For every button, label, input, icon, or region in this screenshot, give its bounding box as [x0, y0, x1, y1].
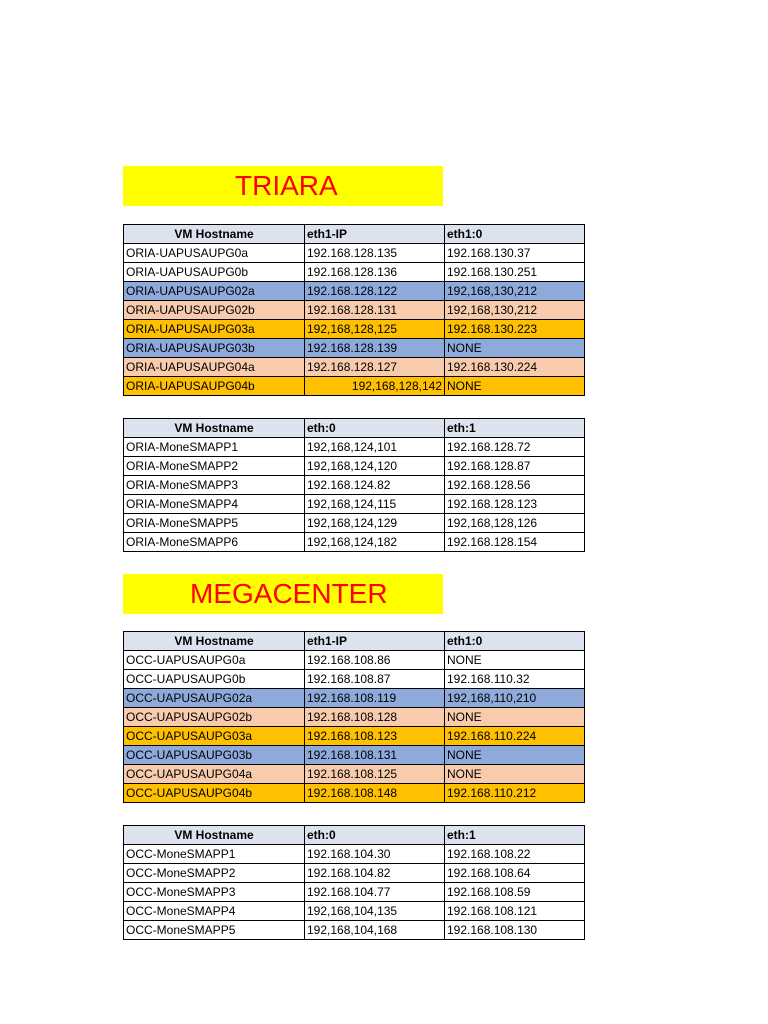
triara-title: TRIARA: [235, 170, 338, 201]
ip-cell: 192,168,130,212: [445, 301, 585, 320]
hostname-cell: OCC-MoneSMAPP2: [124, 864, 305, 883]
table-row: [124, 765, 585, 784]
ip-cell: 192.168.108.22: [445, 845, 585, 864]
triara-mone-table: [123, 418, 585, 552]
ip-cell: 192.168.108.123: [305, 727, 445, 746]
megacenter-banner: [123, 574, 443, 614]
ip-cell: 192.168.128.139: [305, 339, 445, 358]
ip-cell: 192,168,124,101: [305, 438, 445, 457]
ip-cell: NONE: [445, 377, 585, 396]
ip-cell: 192.168.128.136: [305, 263, 445, 282]
hostname-cell: OCC-UAPUSAUPG03b: [124, 746, 305, 765]
hostname-cell: ORIA-MoneSMAPP1: [124, 438, 305, 457]
table-row: [124, 495, 585, 514]
ip-cell: 192.168.110.32: [445, 670, 585, 689]
ip-cell: 192.168.104.77: [305, 883, 445, 902]
column-header: VM Hostname: [124, 419, 305, 438]
hostname-cell: ORIA-UAPUSAUPG0b: [124, 263, 305, 282]
column-header: eth:1: [445, 826, 585, 845]
table-row: [124, 320, 585, 339]
ip-cell: 192.168.108.87: [305, 670, 445, 689]
ip-cell: 192.168.130.251: [445, 263, 585, 282]
hostname-cell: OCC-MoneSMAPP4: [124, 902, 305, 921]
hostname-cell: ORIA-UAPUSAUPG0a: [124, 244, 305, 263]
ip-cell: 192.168.108.148: [305, 784, 445, 803]
ip-cell: 192.168.108.119: [305, 689, 445, 708]
hostname-cell: OCC-UAPUSAUPG04a: [124, 765, 305, 784]
table-row: [124, 708, 585, 727]
ip-cell: 192.168.130.223: [445, 320, 585, 339]
hostname-cell: ORIA-UAPUSAUPG02b: [124, 301, 305, 320]
table-row: [124, 358, 585, 377]
table-row: [124, 845, 585, 864]
table-row: [124, 282, 585, 301]
table-row: [124, 651, 585, 670]
hostname-cell: OCC-UAPUSAUPG03a: [124, 727, 305, 746]
ip-cell: 192,168,104,135: [305, 902, 445, 921]
triara-vm-table: [123, 224, 585, 396]
hostname-cell: ORIA-UAPUSAUPG02a: [124, 282, 305, 301]
ip-cell: 192.168.108.64: [445, 864, 585, 883]
ip-cell: 192.168.128.56: [445, 476, 585, 495]
column-header: eth1-IP: [305, 632, 445, 651]
megacenter-mone-table: [123, 825, 585, 940]
ip-cell: NONE: [445, 708, 585, 727]
hostname-cell: ORIA-MoneSMAPP3: [124, 476, 305, 495]
table-row: [124, 301, 585, 320]
hostname-cell: OCC-MoneSMAPP5: [124, 921, 305, 940]
hostname-cell: ORIA-UAPUSAUPG04a: [124, 358, 305, 377]
hostname-cell: ORIA-MoneSMAPP2: [124, 457, 305, 476]
ip-cell: 192.168.128.122: [305, 282, 445, 301]
ip-cell: 192,168,128,125: [305, 320, 445, 339]
ip-cell: 192.168.128.123: [445, 495, 585, 514]
table-row: [124, 244, 585, 263]
ip-cell: 192,168,110,210: [445, 689, 585, 708]
ip-cell: 192.168.104.30: [305, 845, 445, 864]
ip-cell: 192.168.110.212: [445, 784, 585, 803]
hostname-cell: OCC-MoneSMAPP1: [124, 845, 305, 864]
table-row: [124, 514, 585, 533]
header-row: [124, 826, 585, 845]
header-row: [124, 225, 585, 244]
ip-cell: 192.168.128.154: [445, 533, 585, 552]
ip-cell: 192,168,128,126: [445, 514, 585, 533]
hostname-cell: OCC-UAPUSAUPG02b: [124, 708, 305, 727]
column-header: eth:0: [305, 826, 445, 845]
column-header: VM Hostname: [124, 826, 305, 845]
table-row: [124, 902, 585, 921]
table-row: [124, 864, 585, 883]
ip-cell: 192.168.108.131: [305, 746, 445, 765]
ip-cell: 192.168.108.86: [305, 651, 445, 670]
ip-cell: 192.168.128.72: [445, 438, 585, 457]
table-row: [124, 784, 585, 803]
ip-cell: 192.168.130.37: [445, 244, 585, 263]
header-row: [124, 419, 585, 438]
column-header: VM Hostname: [124, 632, 305, 651]
ip-cell: 192.168.130.224: [445, 358, 585, 377]
hostname-cell: OCC-MoneSMAPP3: [124, 883, 305, 902]
hostname-cell: ORIA-UAPUSAUPG03b: [124, 339, 305, 358]
ip-cell: 192.168.108.128: [305, 708, 445, 727]
megacenter-vm-table: [123, 631, 585, 803]
triara-banner: [123, 166, 443, 206]
hostname-cell: OCC-UAPUSAUPG0a: [124, 651, 305, 670]
ip-cell: 192,168,124,115: [305, 495, 445, 514]
hostname-cell: OCC-UAPUSAUPG02a: [124, 689, 305, 708]
hostname-cell: ORIA-UAPUSAUPG04b: [124, 377, 305, 396]
table-row: [124, 727, 585, 746]
ip-cell: NONE: [445, 765, 585, 784]
table-row: [124, 457, 585, 476]
column-header: eth:0: [305, 419, 445, 438]
ip-cell: 192.168.108.130: [445, 921, 585, 940]
hostname-cell: ORIA-MoneSMAPP4: [124, 495, 305, 514]
column-header: eth1:0: [445, 632, 585, 651]
ip-cell: NONE: [445, 339, 585, 358]
ip-cell: 192.168.128.87: [445, 457, 585, 476]
ip-cell: 192,168,128,142: [305, 377, 445, 396]
table-row: [124, 476, 585, 495]
ip-cell: NONE: [445, 746, 585, 765]
hostname-cell: ORIA-UAPUSAUPG03a: [124, 320, 305, 339]
ip-cell: 192.168.108.121: [445, 902, 585, 921]
ip-cell: 192,168,124,129: [305, 514, 445, 533]
ip-cell: 192,168,124,182: [305, 533, 445, 552]
table-row: [124, 883, 585, 902]
header-row: [124, 632, 585, 651]
hostname-cell: OCC-UAPUSAUPG0b: [124, 670, 305, 689]
ip-cell: 192.168.124.82: [305, 476, 445, 495]
ip-cell: 192,168,104,168: [305, 921, 445, 940]
table-row: [124, 339, 585, 358]
table-row: [124, 670, 585, 689]
ip-cell: 192.168.110.224: [445, 727, 585, 746]
table-row: [124, 921, 585, 940]
ip-cell: 192.168.108.59: [445, 883, 585, 902]
table-row: [124, 263, 585, 282]
column-header: eth1-IP: [305, 225, 445, 244]
column-header: eth:1: [445, 419, 585, 438]
table-row: [124, 533, 585, 552]
ip-cell: 192.168.104.82: [305, 864, 445, 883]
table-row: [124, 746, 585, 765]
table-row: [124, 438, 585, 457]
hostname-cell: ORIA-MoneSMAPP6: [124, 533, 305, 552]
ip-cell: 192.168.128.135: [305, 244, 445, 263]
table-row: [124, 377, 585, 396]
hostname-cell: ORIA-MoneSMAPP5: [124, 514, 305, 533]
table-row: [124, 689, 585, 708]
ip-cell: 192.168.128.131: [305, 301, 445, 320]
column-header: VM Hostname: [124, 225, 305, 244]
ip-cell: 192,168,124,120: [305, 457, 445, 476]
ip-cell: 192,168,130,212: [445, 282, 585, 301]
ip-cell: NONE: [445, 651, 585, 670]
ip-cell: 192.168.128.127: [305, 358, 445, 377]
ip-cell: 192.168.108.125: [305, 765, 445, 784]
megacenter-title: MEGACENTER: [190, 578, 388, 609]
hostname-cell: OCC-UAPUSAUPG04b: [124, 784, 305, 803]
column-header: eth1:0: [445, 225, 585, 244]
